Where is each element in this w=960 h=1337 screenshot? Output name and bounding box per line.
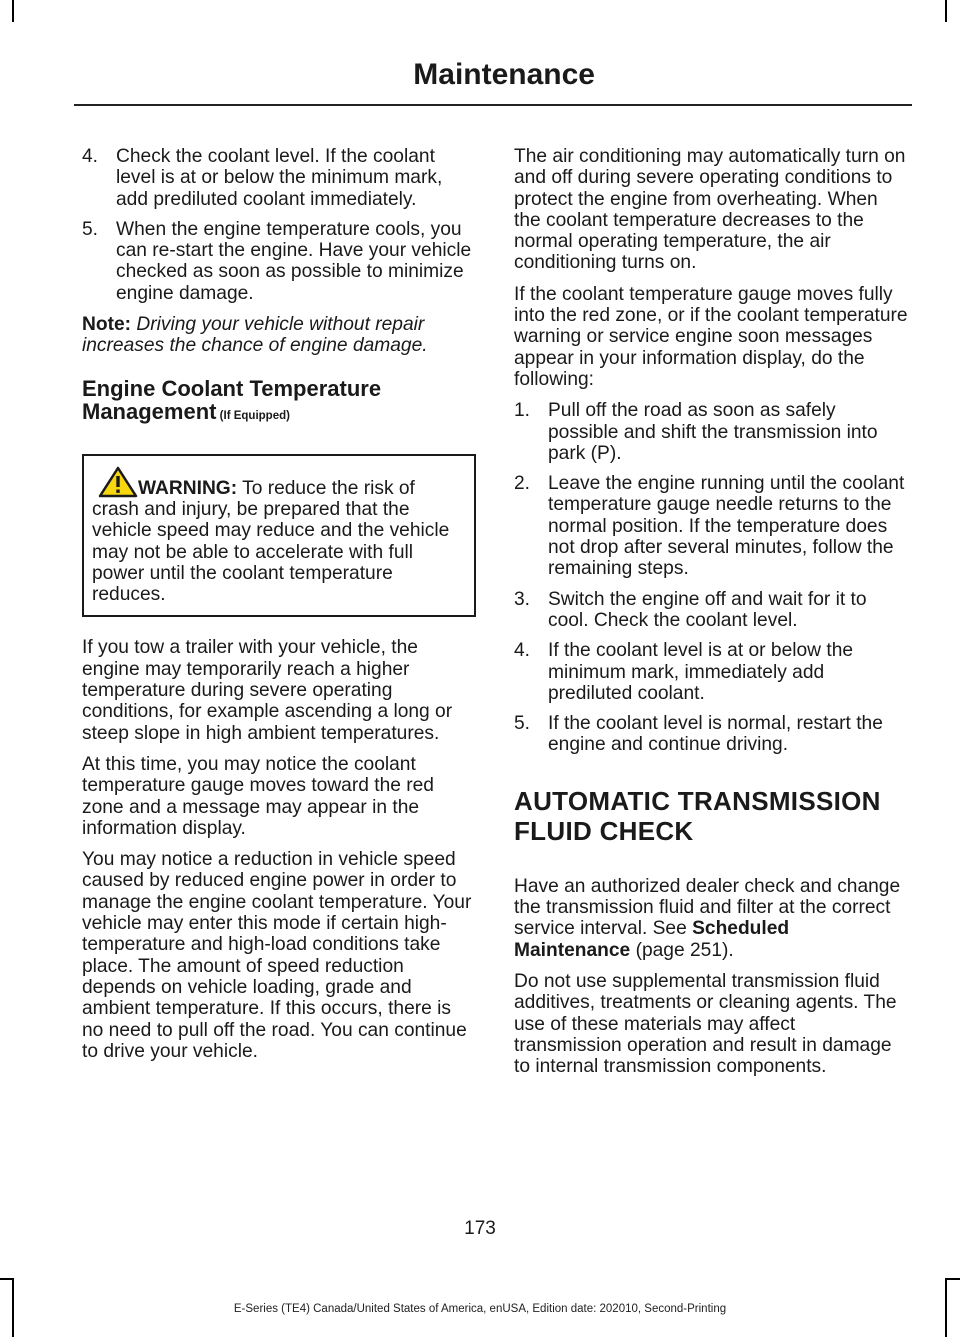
red-zone-steps-list: [514, 400, 908, 755]
right-column: [514, 146, 908, 1087]
left-column: [82, 146, 476, 1072]
warning-text: To reduce the risk of crash and injury, be prepared that the vehicle speed may reduce and the vehicle may not be able to accelerate with full power until the coolant temperature reduces.: [92, 477, 450, 606]
list-item: 3. Switch the engine off and wait for it to cool. Check the coolant level.: [514, 588, 867, 631]
list-item: 1. Pull off the road as soon as safely possible and shift the transmission into park (P).: [514, 400, 878, 464]
header-divider: [74, 104, 912, 106]
crop-mark-bottom-right-h: [945, 1278, 960, 1280]
paragraph-gauge: At this time, you may notice the coolant temperature gauge moves toward the red zone and a message may appear in the information display.: [82, 753, 434, 839]
warning-label: WARNING:: [138, 477, 238, 499]
list-item: 5. When the engine temperature cools, you can re-start the engine. Have your vehicle checked as soon as possible to minimize engine damage.: [82, 218, 472, 304]
list-item: 2. Leave the engine running until the coolant temperature gauge needle returns to the normal position. If the temperature does not drop after several minutes, follow the remaining steps.: [514, 473, 905, 580]
list-item: 4. Check the coolant level. If the coolant level is at or below the minimum mark, add prediluted coolant immediately.: [82, 146, 443, 210]
paragraph-dealer-check: Have an authorized dealer check and change the transmission fluid and filter at the correct service interval. See Scheduled Maintenance (page 251).: [514, 875, 901, 961]
crop-mark-top-right: [945, 0, 947, 22]
crop-mark-top-left: [12, 0, 14, 22]
section-heading-transmission-fluid: AUTOMATIC TRANSMISSION FLUID CHECK: [514, 785, 881, 846]
paragraph-air-conditioning: The air conditioning may automatically turn on and off during severe operating conditions to protect the engine from overheating. When the coolant temperature decreases to the normal operating temperature, the air conditioning turns on.: [514, 146, 906, 274]
list-item: 4. If the coolant level is at or below the minimum mark, immediately add prediluted coolant.: [514, 640, 854, 704]
page-number: 173: [464, 1218, 496, 1239]
note-paragraph: [82, 314, 476, 357]
paragraph-towing: If you tow a trailer with your vehicle, the engine may temporarily reach a higher temperature during severe operating conditions, for example ascending a long or steep slope in high ambient temperatures.: [82, 637, 453, 744]
paragraph-speed-reduction: You may notice a reduction in vehicle speed caused by reduced engine power in order to manage the engine coolant temperature. Your vehicle may enter this mode if certain high-temperature and high-load conditions take place. The amount of speed reduction depends on vehicle loading, grade and ambient temperature. If this occurs, there is no need to pull off the road. You can continue to drive your vehicle.: [82, 849, 472, 1062]
footer-edition: E-Series (TE4) Canada/United States of America, enUSA, Edition date: 202010, Second-Printing: [233, 1303, 727, 1315]
crop-mark-bottom-left-h: [0, 1278, 14, 1280]
section-heading-coolant-management: Engine Coolant Temperature Management (If Equipped): [82, 375, 382, 424]
paragraph-additives: Do not use supplemental transmission fluid additives, treatments or cleaning agents. The use of these materials may affect transmission operation and result in damage to internal transmission components.: [514, 970, 897, 1078]
warning-box: [82, 454, 476, 618]
cooling-steps-list: [82, 146, 476, 304]
warning-triangle-icon: [98, 466, 138, 498]
page-header-title: Maintenance: [413, 58, 595, 91]
scheduled-maintenance-link[interactable]: Scheduled Maintenance: [514, 918, 790, 961]
note-label: Note:: [82, 314, 132, 336]
paragraph-red-zone: If the coolant temperature gauge moves fully into the red zone, or if the coolant temperature warning or service engine soon messages appear in your information display, do the following:: [514, 283, 908, 390]
list-item: 5. If the coolant level is normal, restart the engine and continue driving.: [514, 713, 883, 756]
note-text: Driving your vehicle without repair increases the chance of engine damage.: [82, 314, 428, 357]
if-equipped-label: (If Equipped): [216, 409, 290, 422]
